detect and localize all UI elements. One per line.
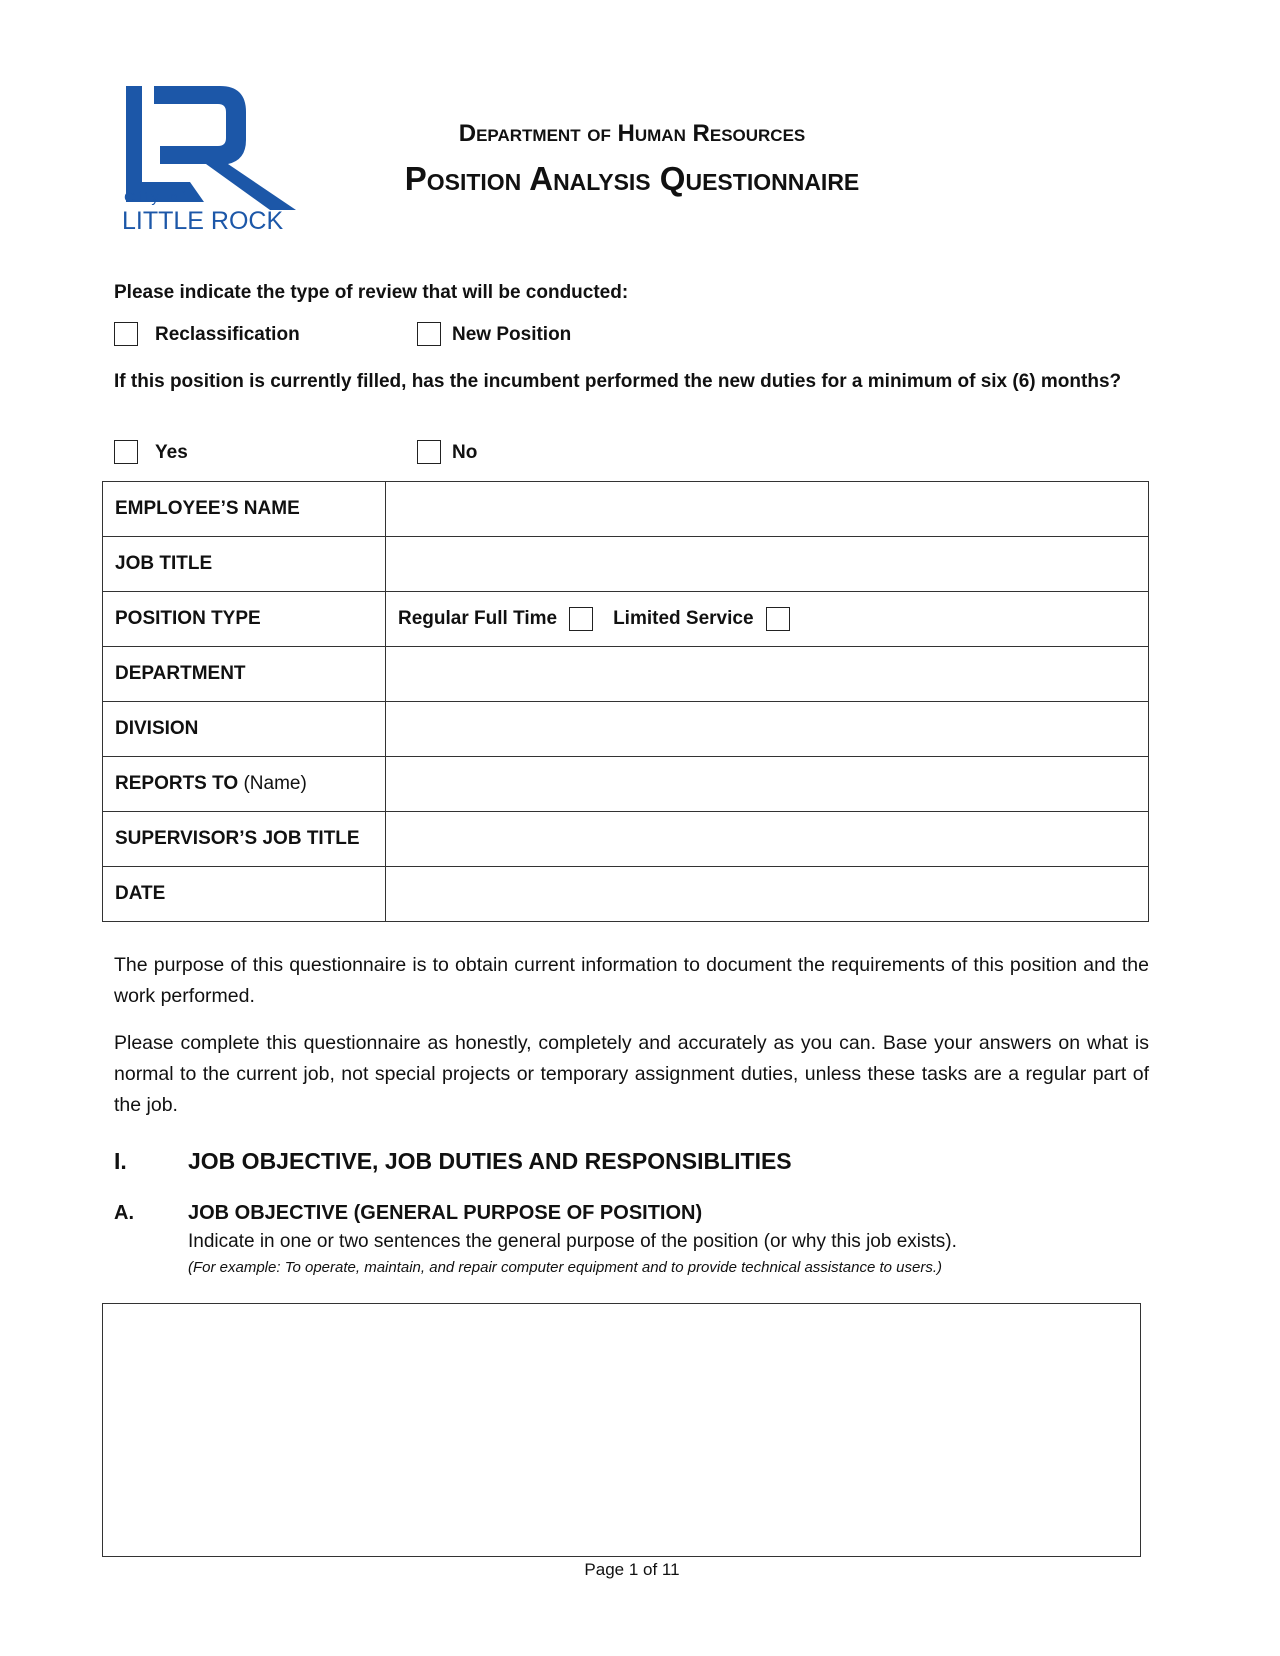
limited-service-label: Limited Service bbox=[613, 608, 754, 630]
section-number: I. bbox=[114, 1148, 127, 1174]
subsection-title: JOB OBJECTIVE (GENERAL PURPOSE OF POSITION) bbox=[188, 1202, 703, 1224]
table-row bbox=[103, 592, 1149, 647]
position-type-label: POSITION TYPE bbox=[103, 592, 386, 647]
date-label: DATE bbox=[103, 867, 386, 922]
page-title: Position Analysis Questionnaire bbox=[404, 160, 860, 197]
intro-paragraph-1: The purpose of this questionnaire is to obtain current information to document the requirements of this position and the work performed. bbox=[114, 954, 1149, 1007]
job-title-label: JOB TITLE bbox=[103, 537, 386, 592]
svg-text:City of: City of bbox=[124, 189, 188, 206]
reclassification-checkbox[interactable] bbox=[114, 322, 138, 346]
position-type-field bbox=[386, 592, 1149, 647]
review-question: Please indicate the type of review that will be conducted: bbox=[114, 282, 629, 303]
employee-info-table bbox=[102, 481, 1149, 922]
reclassification-label: Reclassification bbox=[155, 324, 300, 345]
yes-checkbox[interactable] bbox=[114, 440, 138, 464]
department-label: DEPARTMENT bbox=[103, 647, 386, 702]
regular-full-time-label: Regular Full Time bbox=[398, 608, 558, 630]
limited-service-checkbox[interactable] bbox=[766, 607, 790, 631]
no-checkbox[interactable] bbox=[417, 440, 441, 464]
subsection-letter: A. bbox=[114, 1202, 134, 1224]
table-row bbox=[103, 482, 1149, 537]
new-position-checkbox[interactable] bbox=[417, 322, 441, 346]
job-title-field[interactable] bbox=[386, 537, 1149, 592]
regular-full-time-checkbox[interactable] bbox=[569, 607, 593, 631]
job-objective-textbox[interactable] bbox=[102, 1303, 1141, 1557]
yes-label: Yes bbox=[155, 442, 188, 463]
intro-paragraph-2: Please complete this questionnaire as honestly, completely and accurately as you can. Base your answers on what is normal to the current job, not special projects or temporary assignment duties, unless these tasks are a regular part of the job. bbox=[114, 1032, 1149, 1116]
supervisor-job-title-label: SUPERVISOR’S JOB TITLE bbox=[103, 812, 386, 867]
supervisor-job-title-field[interactable] bbox=[386, 812, 1149, 867]
section-title: JOB OBJECTIVE, JOB DUTIES AND RESPONSIBLITIES bbox=[188, 1148, 792, 1174]
subsection-instruction: Indicate in one or two sentences the general purpose of the position (or why this job exists). bbox=[188, 1231, 957, 1252]
table-row bbox=[103, 757, 1149, 812]
table-row bbox=[103, 812, 1149, 867]
reports-to-suffix: (Name) bbox=[243, 773, 307, 794]
page-number: Page 1 of 11 bbox=[584, 1560, 680, 1579]
table-row bbox=[103, 702, 1149, 757]
table-row bbox=[103, 867, 1149, 922]
new-position-label: New Position bbox=[452, 324, 572, 345]
table-row bbox=[103, 647, 1149, 702]
employee-name-field[interactable] bbox=[386, 482, 1149, 537]
department-field[interactable] bbox=[386, 647, 1149, 702]
subsection-example: (For example: To operate, maintain, and repair computer equipment and to provide technical assistance to users.) bbox=[188, 1259, 943, 1276]
reports-to-label bbox=[103, 757, 386, 812]
no-label: No bbox=[452, 442, 478, 463]
division-field[interactable] bbox=[386, 702, 1149, 757]
reports-to-field[interactable] bbox=[386, 757, 1149, 812]
svg-text:LITTLE ROCK: LITTLE ROCK bbox=[122, 207, 284, 235]
table-row bbox=[103, 537, 1149, 592]
reports-to-text: REPORTS TO bbox=[115, 773, 239, 794]
division-label: DIVISION bbox=[103, 702, 386, 757]
department-heading: Department of Human Resources bbox=[458, 120, 806, 147]
filled-question: If this position is currently filled, has the incumbent performed the new duties for a minimum of six (6) months? bbox=[114, 371, 1122, 392]
date-field[interactable] bbox=[386, 867, 1149, 922]
employee-name-label: EMPLOYEE’S NAME bbox=[103, 482, 386, 537]
